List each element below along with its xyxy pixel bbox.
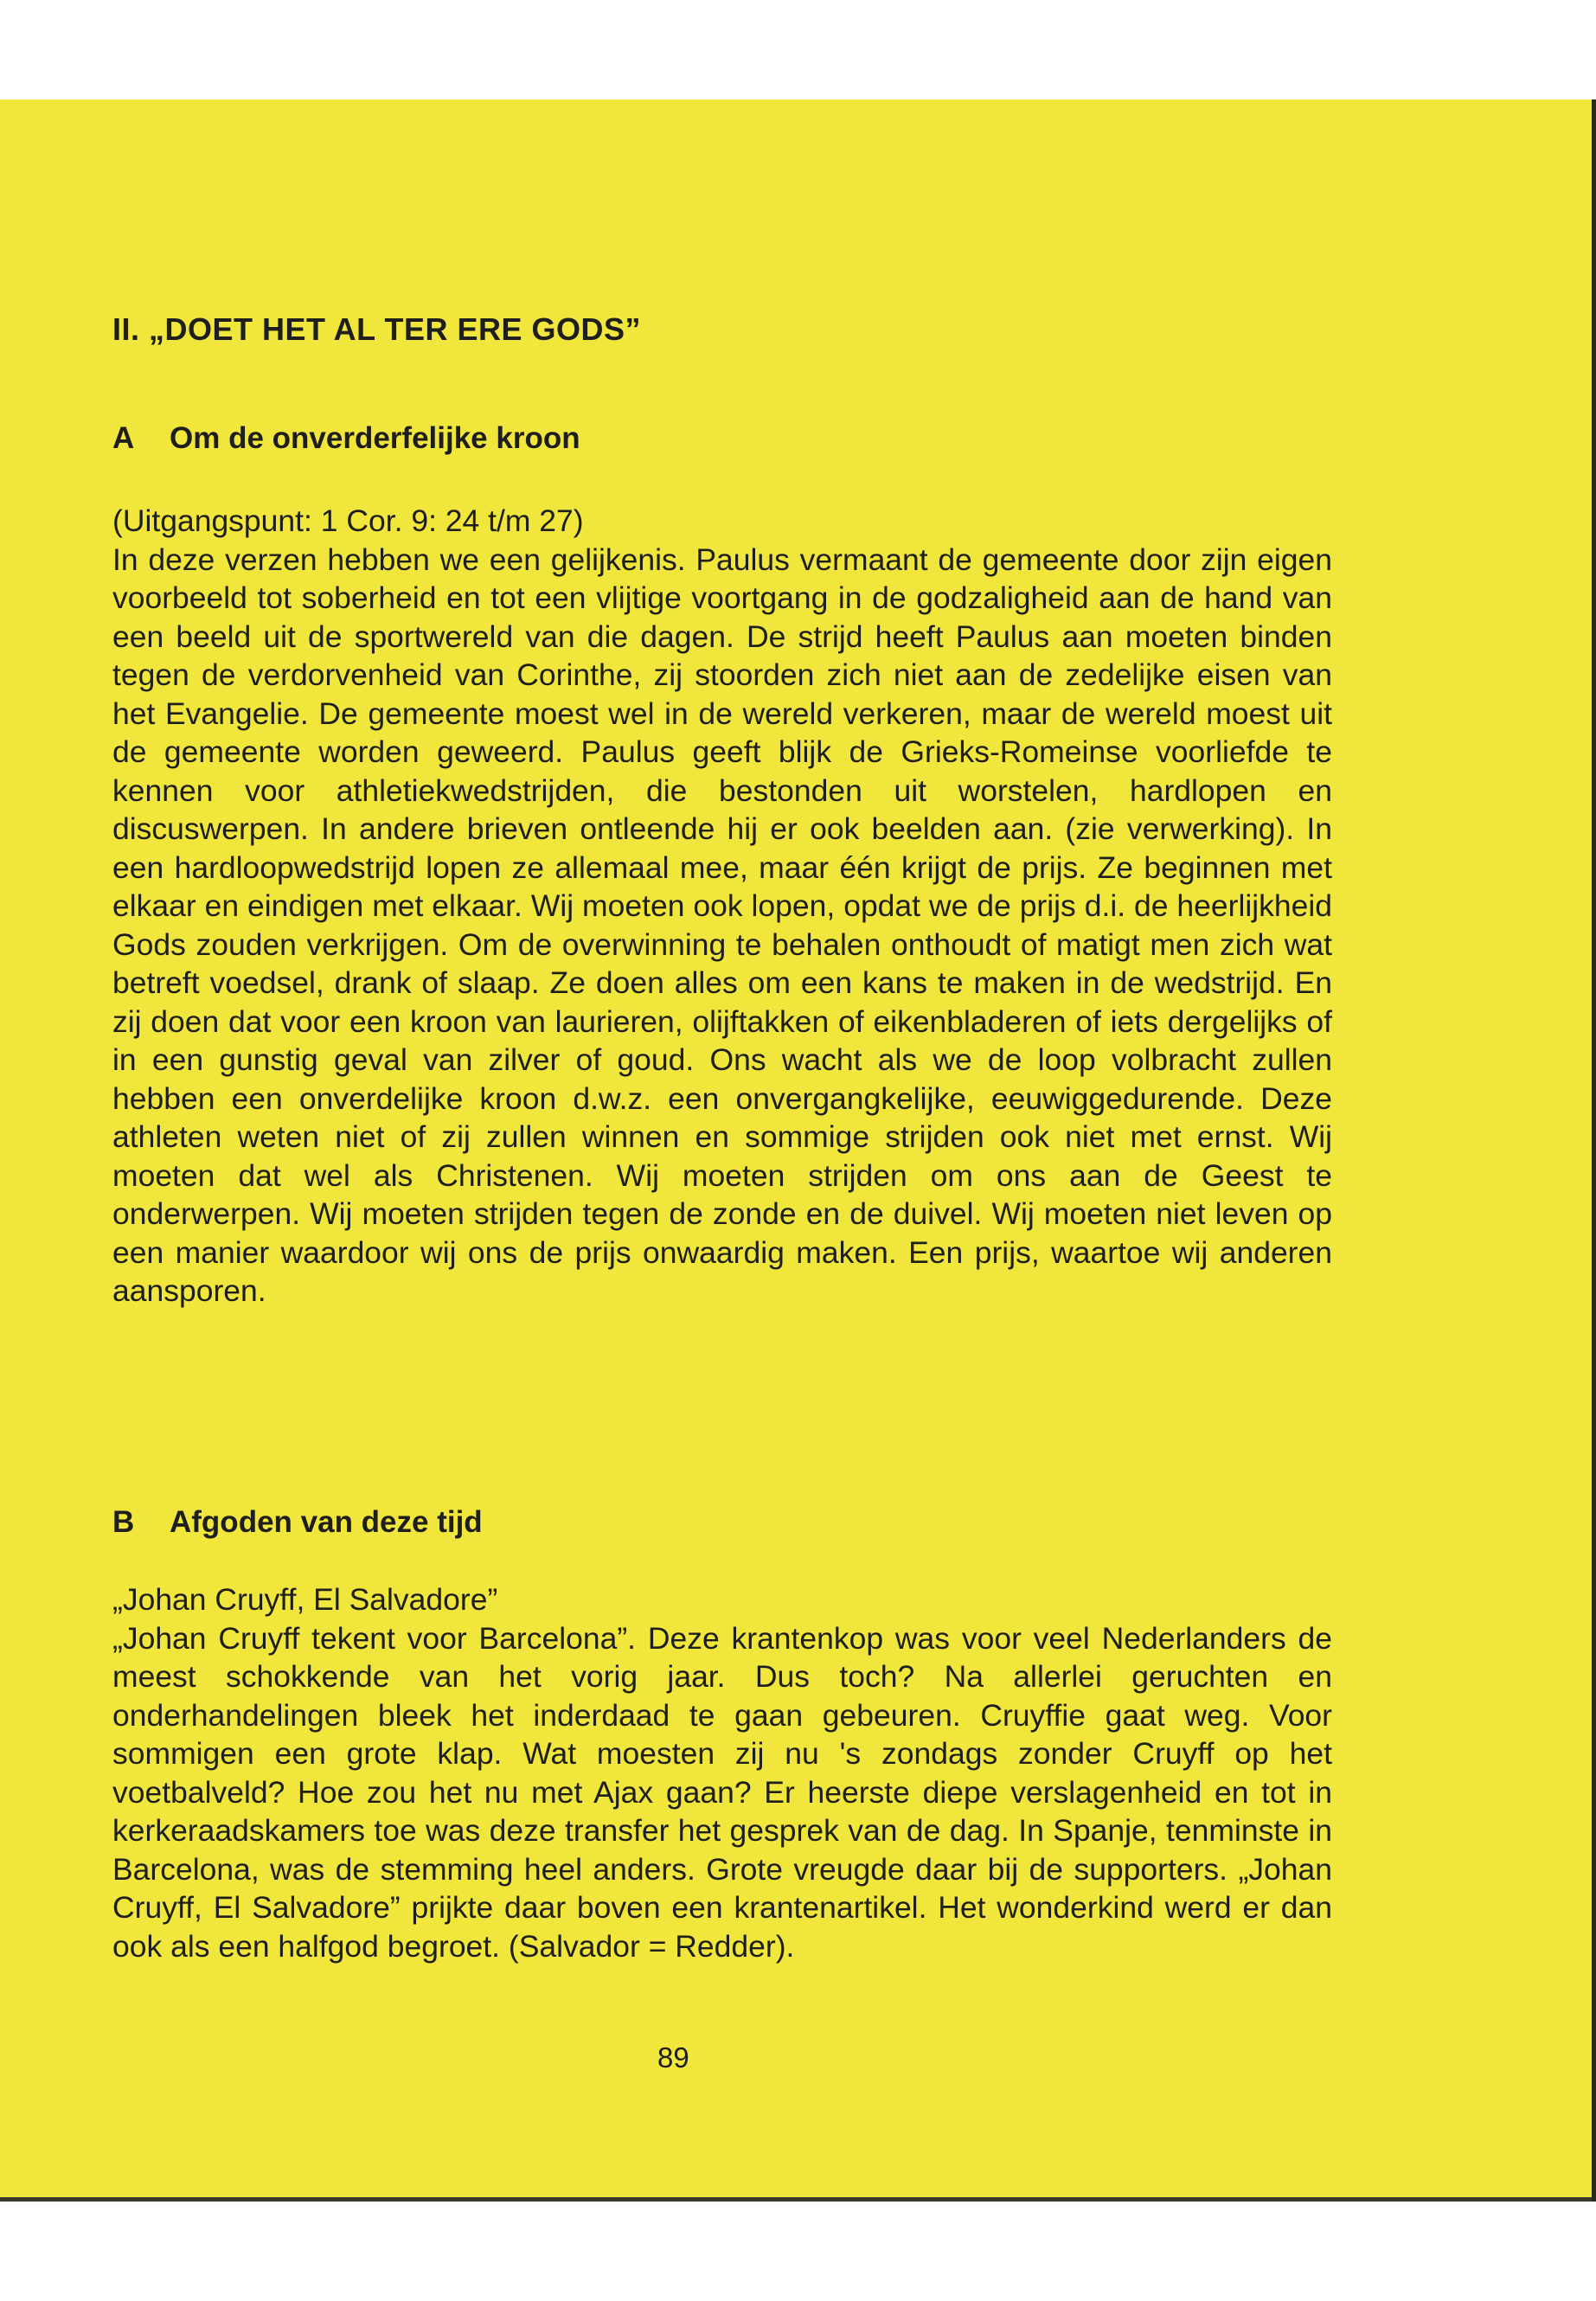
- section-b-heading: [112, 1505, 483, 1540]
- page-bottom-edge: [0, 2197, 1592, 2202]
- section-b-quote-title: „Johan Cruyff, El Salvadore”: [112, 1582, 498, 1617]
- section-b-title: Afgoden van deze tijd: [170, 1505, 483, 1539]
- section-b-text: [112, 1580, 1332, 1965]
- section-a-text: [112, 502, 1332, 1311]
- section-a-body: In deze verzen hebben we een gelijkenis. Paulus vermaant de gemeente door zijn eigen voorbeeld tot soberheid en tot een vlijtige voortgang in de godzaligheid aan de hand van een beeld uit de sportwereld van die dagen. De strijd heeft Paulus aan moeten binden tegen de verdorvenheid van Corinthe, zij stoorden zich niet aan de zedelijke eisen van het Evangelie. De gemeente moest wel in de wereld verkeren, maar de wereld moest uit de gemeente worden geweerd. Paulus geeft blijk de Grieks-Romeinse voorliefde te kennen voor athletiekwedstrijden, die bestonden uit worstelen, hardlopen en discuswerpen. In andere brieven ontleende hij er ook beelden aan. (zie verwerking). In een hardloopwedstrijd lopen ze allemaal mee, maar één krijgt de prijs. Ze beginnen met elkaar en eindigen met elkaar. Wij moeten ook lopen, opdat we de prijs d.i. de heerlijkheid Gods zouden verkrijgen. Om de overwinning te behalen onthoudt of matigt men zich wat betreft voedsel, drank of slaap. Ze doen alles om een kans te maken in de wedstrijd. En zij doen dat voor een kroon van laurieren, olijftakken of eikenbladeren of iets dergelijks of in een gunstig geval van zilver of goud. Ons wacht als we de loop volbracht zullen hebben een onverdelijke kroon d.w.z. een onvergangkelijke, eeuwiggedurende. Deze athleten weten niet of zij zullen winnen en sommige strijden ook niet met ernst. Wij moeten dat wel als Christenen. Wij moeten strijden om ons aan de Geest te onderwerpen. Wij moeten strijden tegen de zonde en de duivel. Wij moeten niet leven op een manier waardoor wij ons de prijs onwaardig maken. Een prijs, waartoe wij anderen aansporen.: [112, 542, 1332, 1308]
- chapter-title: II. „DOET HET AL TER ERE GODS”: [112, 311, 642, 347]
- page-number: 89: [657, 2041, 689, 2073]
- section-a-subtitle: (Uitgangspunt: 1 Cor. 9: 24 t/m 27): [112, 503, 584, 538]
- section-a-title: Om de onverderfelijke kroon: [170, 421, 580, 455]
- section-a-heading: [112, 421, 580, 456]
- section-b-body: „Johan Cruyff tekent voor Barcelona”. Deze krantenkop was voor veel Nederlanders de meest schokkende van het vorig jaar. Dus toch? Na allerlei geruchten en onderhandelingen bleek het inderdaad te gaan gebeuren. Cruyffie gaat weg. Voor sommigen een grote klap. Wat moesten zij nu 's zondags zonder Cruyff op het voetbalveld? Hoe zou het nu met Ajax gaan? Er heerste diepe verslagenheid en tot in kerkeraadskamers toe was deze transfer het gesprek van de dag. In Spanje, tenminste in Barcelona, was de stemming heel anders. Grote vreugde daar bij de supporters. „Johan Cruyff, El Salvadore” prijkte daar boven een krantenartikel. Het wonderkind werd er dan ook als een halfgod begroet. (Salvador = Redder).: [112, 1620, 1332, 1964]
- section-b-letter: B: [112, 1505, 135, 1539]
- section-a-letter: A: [112, 421, 135, 455]
- book-page: [0, 99, 1592, 2202]
